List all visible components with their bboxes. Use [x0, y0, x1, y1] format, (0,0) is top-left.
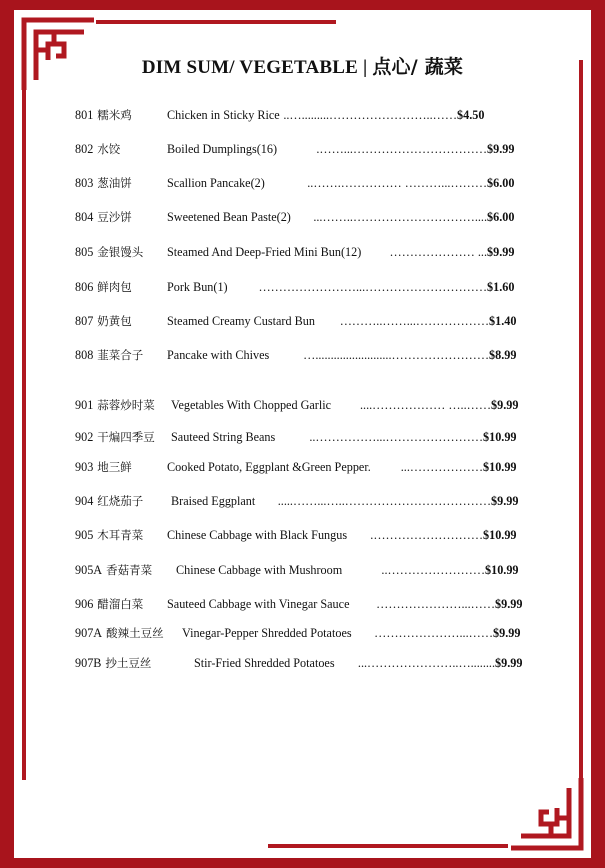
item-chinese-name: 抄土豆丝: [105, 656, 152, 670]
item-english-name: Pancake with Chives: [167, 348, 270, 362]
item-english-name: Sweetened Bean Paste(2): [167, 210, 291, 224]
item-chinese-name: 葱油饼: [97, 176, 132, 190]
menu-item: [75, 562, 535, 578]
dot-leader: ……………………………...…….: [316, 142, 487, 156]
item-price: $10.99: [483, 528, 517, 542]
dot-leader: ……...…………………: [376, 597, 495, 611]
page-title: [0, 52, 605, 79]
item-code: 907B: [75, 656, 102, 670]
item-english-name: Steamed Creamy Custard Bun: [167, 314, 315, 328]
menu-item: [75, 347, 535, 363]
item-english-name: Cooked Potato, Eggplant &Green Pepper.: [167, 460, 371, 474]
item-chinese-name: 酸辣土豆丝: [106, 626, 164, 640]
item-price: $6.00: [487, 210, 515, 224]
item-english-name: Vinegar-Pepper Shredded Potatoes: [182, 626, 352, 640]
item-code: 902: [75, 430, 94, 444]
menu-item: [75, 527, 535, 543]
item-chinese-name: 鲜肉包: [97, 280, 132, 294]
item-english-name: Scallion Pancake(2): [167, 176, 265, 190]
item-code: 904: [75, 494, 94, 508]
item-english-name: Chicken in Sticky Rice: [167, 108, 280, 122]
item-code: 907A: [75, 626, 103, 640]
item-code: 906: [75, 597, 94, 611]
dot-leader: ........…..…………………...: [357, 656, 495, 670]
item-price: $9.99: [491, 398, 519, 412]
corner-ornament-icon: [501, 768, 591, 858]
item-code: 801: [75, 108, 94, 122]
menu-item: [75, 493, 535, 509]
item-code: 903: [75, 460, 94, 474]
dot-leader: …………………….........................…: [303, 348, 489, 362]
menu-item: [75, 107, 535, 123]
dot-leader: ……..… ………………....: [359, 398, 491, 412]
item-chinese-name: 木耳青菜: [97, 528, 144, 542]
menu-item: [75, 397, 535, 413]
item-price: $1.40: [489, 314, 517, 328]
item-english-name: Boiled Dumplings(16): [167, 142, 278, 156]
item-code: 905: [75, 528, 94, 542]
item-price: $9.99: [495, 656, 523, 670]
item-code: 805: [75, 245, 94, 259]
frame-border-bottom: [0, 858, 605, 868]
frame-border-top: [0, 0, 605, 10]
menu-item: [75, 175, 535, 191]
item-code: 807: [75, 314, 94, 328]
item-english-name: Stir-Fried Shredded Potatoes: [194, 656, 335, 670]
item-code: 901: [75, 398, 94, 412]
item-chinese-name: 蒜蓉炒时菜: [97, 398, 155, 412]
dot-leader: ……………………….: [370, 528, 483, 542]
item-chinese-name: 奶黄包: [97, 314, 132, 328]
dot-leader: ……………………...……………..: [309, 430, 483, 444]
item-price: $9.99: [495, 597, 523, 611]
frame-line-right: [579, 60, 583, 780]
item-chinese-name: 金银馒头: [97, 245, 144, 259]
item-price: $8.99: [489, 348, 517, 362]
frame-line-top: [96, 20, 336, 24]
item-english-name: Pork Bun(1): [167, 280, 228, 294]
item-code: 803: [75, 176, 94, 190]
item-code: 804: [75, 210, 94, 224]
item-code: 806: [75, 280, 94, 294]
item-price: $10.99: [485, 563, 519, 577]
item-chinese-name: 水饺: [97, 142, 121, 156]
item-code: 802: [75, 142, 94, 156]
item-english-name: Sauteed Cabbage with Vinegar Sauce: [167, 597, 350, 611]
item-price: $1.60: [487, 280, 515, 294]
item-code: 905A: [75, 563, 103, 577]
dot-leader: ……………………..: [381, 563, 485, 577]
menu-item: [75, 459, 535, 475]
title-english: DIM SUM/ VEGETABLE |: [141, 57, 368, 78]
item-price: $4.50: [457, 108, 485, 122]
menu-item: [75, 596, 535, 612]
menu-item: [75, 625, 535, 641]
item-chinese-name: 韮菜合子: [97, 348, 144, 362]
dot-leader: ……...…………………: [374, 626, 493, 640]
frame-line-bottom: [268, 844, 508, 848]
dot-leader: ... …………………: [389, 245, 487, 259]
item-english-name: Vegetables With Chopped Garlic: [171, 398, 332, 412]
item-price: $10.99: [483, 460, 517, 474]
item-english-name: Braised Eggplant: [171, 494, 256, 508]
dot-leader: ....…………………………..……...: [313, 210, 487, 224]
menu-item: [75, 209, 535, 225]
menu-item: [75, 279, 535, 295]
item-chinese-name: 醋溜白菜: [97, 597, 144, 611]
item-price: $9.99: [487, 245, 515, 259]
item-price: $9.99: [493, 626, 521, 640]
frame-line-left: [22, 60, 26, 780]
menu-item: [75, 244, 535, 260]
item-chinese-name: 香菇青菜: [106, 563, 153, 577]
item-code: 808: [75, 348, 94, 362]
menu-item: [75, 141, 535, 157]
item-chinese-name: 糯米鸡: [97, 108, 132, 122]
item-chinese-name: 地三鲜: [97, 460, 132, 474]
menu-item: [75, 313, 535, 329]
dot-leader: ………………...……..………: [339, 314, 489, 328]
item-chinese-name: 豆沙饼: [97, 210, 132, 224]
item-english-name: Chinese Cabbage with Black Fungus: [167, 528, 348, 542]
menu-item: [75, 655, 535, 671]
dot-leader: ………………...: [400, 460, 483, 474]
title-chinese: 点心/ 蔬菜: [372, 56, 464, 78]
dot-leader: ………………………………..…...…….....: [277, 494, 491, 508]
item-price: $10.99: [483, 430, 517, 444]
item-chinese-name: 红烧茄子: [97, 494, 144, 508]
item-english-name: Sauteed String Beans: [171, 430, 276, 444]
dot-leader: ………...……… …………….……..: [307, 176, 487, 190]
dot-leader: …………………………...……………………: [258, 280, 487, 294]
frame-border-left: [0, 0, 14, 868]
item-chinese-name: 干煸四季豆: [97, 430, 155, 444]
menu-item: [75, 429, 535, 445]
item-price: $6.00: [487, 176, 515, 190]
item-price: $9.99: [491, 494, 519, 508]
item-english-name: Chinese Cabbage with Mushroom: [176, 563, 343, 577]
dot-leader: ……..…………………….........…..: [283, 108, 457, 122]
item-english-name: Steamed And Deep-Fried Mini Bun(12): [167, 245, 362, 259]
frame-border-right: [591, 0, 605, 868]
item-price: $9.99: [487, 142, 515, 156]
